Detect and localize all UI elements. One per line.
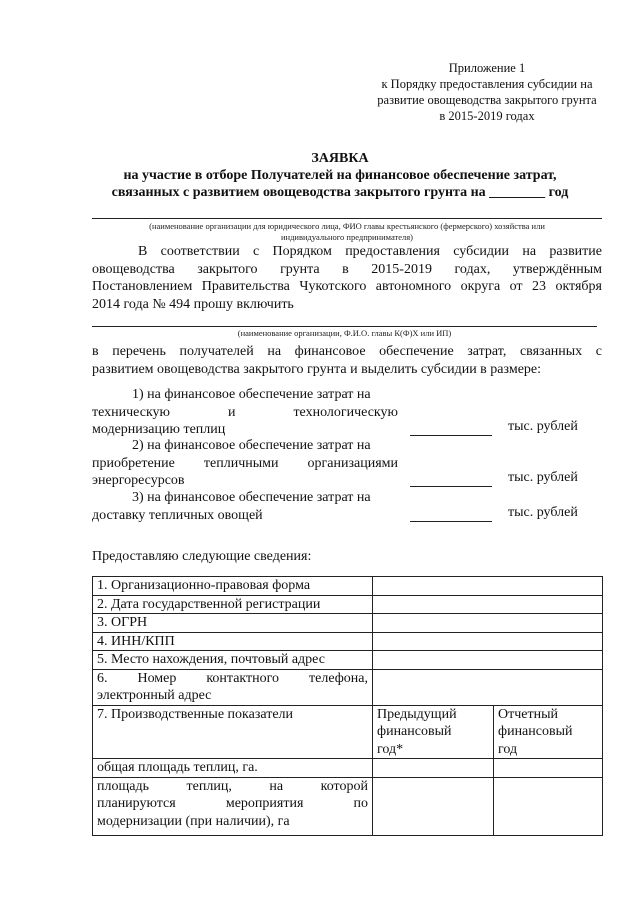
table-row	[93, 651, 603, 670]
subsidy-item-2	[92, 437, 398, 490]
organization-name-line	[92, 218, 602, 219]
amount-blank-3[interactable]	[410, 521, 492, 522]
value-cell[interactable]	[494, 777, 603, 835]
row-label	[93, 777, 373, 835]
appendix-line: в 2015-2019 годах	[439, 109, 535, 123]
table-row	[93, 759, 603, 778]
header-line: финансовый	[498, 724, 573, 739]
header-line: Предыдущий	[377, 706, 457, 722]
row-label-line: 6. Номер контактного телефона,	[97, 670, 368, 686]
value-cell[interactable]	[373, 669, 603, 705]
document-title	[20, 150, 640, 201]
applicant-name-line	[92, 326, 597, 327]
organization-caption	[92, 221, 602, 243]
item-line: техническую и технологическую	[92, 404, 398, 420]
intro-paragraph	[92, 243, 602, 313]
appendix-line: Приложение 1	[448, 61, 526, 75]
value-cell[interactable]	[373, 759, 494, 778]
amount-blank-1[interactable]	[410, 435, 492, 436]
caption-line: (наименование организации для юридического лица, ФИО главы крестьянского (фермерского) хозяйства или	[149, 221, 545, 231]
value-cell[interactable]	[373, 632, 603, 651]
row-label: 2. Дата государственной регистрации	[93, 595, 373, 614]
item-line: 3) на финансовое обеспечение затрат на	[132, 490, 371, 505]
item-line: модернизацию теплиц	[92, 422, 226, 437]
value-cell[interactable]	[373, 595, 603, 614]
table-row	[93, 669, 603, 705]
subsidy-item-1	[92, 386, 398, 439]
row-label: 1. Организационно-правовая форма	[93, 577, 373, 596]
column-header-previous-year	[373, 705, 494, 759]
row-label: 4. ИНН/КПП	[93, 632, 373, 651]
row-label-line: площадь теплиц, на которой	[97, 778, 368, 794]
title-line: на участие в отборе Получателей на финансовое обеспечение затрат,	[123, 168, 557, 183]
intro-line: В соответствии с Порядком предоставления субсидии на развитие	[138, 244, 602, 259]
table-row	[93, 705, 603, 759]
caption-line: индивидуального предпринимателя)	[281, 232, 413, 242]
row-label: 5. Место нахождения, почтовый адрес	[93, 651, 373, 670]
row-label-line: электронный адрес	[97, 688, 212, 703]
header-line: Отчетный	[498, 706, 558, 722]
unit-label: тыс. рублей	[508, 470, 578, 485]
inclusion-line: развитием овощеводства закрытого грунта и выделить субсидии в размере:	[92, 361, 542, 377]
table-row	[93, 632, 603, 651]
row-label: 7. Производственные показатели	[93, 705, 373, 759]
appendix-line: развитие овощеводства закрытого грунта	[377, 93, 597, 107]
title-heading: ЗАЯВКА	[311, 151, 369, 166]
table-row	[93, 614, 603, 633]
inclusion-line: в перечень получателей на финансовое обеспечение затрат, связанных с	[92, 344, 602, 359]
value-cell[interactable]	[494, 759, 603, 778]
inclusion-paragraph	[92, 343, 602, 378]
item-line: энергоресурсов	[92, 473, 185, 488]
info-table	[92, 576, 603, 836]
intro-line: Постановлением Правительства Чукотского автономного округа от 23 октября	[92, 279, 602, 294]
header-line: год	[498, 741, 518, 757]
item-line: 1) на финансовое обеспечение затрат на	[132, 387, 371, 402]
intro-line: 2014 года № 494 прошу включить	[92, 296, 294, 312]
item-line: доставку тепличных овощей	[92, 507, 263, 523]
appendix-block	[362, 60, 612, 124]
value-cell[interactable]	[373, 651, 603, 670]
header-line: финансовый	[377, 724, 452, 739]
value-cell[interactable]	[373, 614, 603, 633]
row-label: 3. ОГРН	[93, 614, 373, 633]
value-cell[interactable]	[373, 777, 494, 835]
intro-line: овощеводства закрытого грунта в 2015-2019 годах, утверждённым	[92, 261, 602, 277]
subsidy-item-3	[92, 489, 398, 524]
row-label-line: модернизации (при наличии), га	[97, 813, 290, 829]
applicant-caption: (наименование организации, Ф.И.О. главы К(Ф)Х или ИП)	[237, 328, 452, 338]
row-label-line: планируются мероприятия по	[97, 796, 368, 811]
table-row	[93, 777, 603, 835]
table-row	[93, 595, 603, 614]
provide-text: Предоставляю следующие сведения:	[92, 549, 312, 564]
item-line: 2) на финансовое обеспечение затрат на	[132, 438, 371, 453]
header-line: год*	[377, 741, 404, 757]
amount-blank-2[interactable]	[410, 486, 492, 487]
row-label: общая площадь теплиц, га.	[93, 759, 373, 778]
unit-label: тыс. рублей	[508, 505, 578, 520]
row-label	[93, 669, 373, 705]
column-header-reporting-year	[494, 705, 603, 759]
title-line: связанных с развитием овощеводства закрытого грунта на ________ год	[111, 185, 569, 200]
unit-label: тыс. рублей	[508, 419, 578, 434]
value-cell[interactable]	[373, 577, 603, 596]
appendix-line: к Порядку предоставления субсидии на	[381, 77, 593, 91]
item-line: приобретение тепличными организациями	[92, 455, 398, 471]
table-row	[93, 577, 603, 596]
